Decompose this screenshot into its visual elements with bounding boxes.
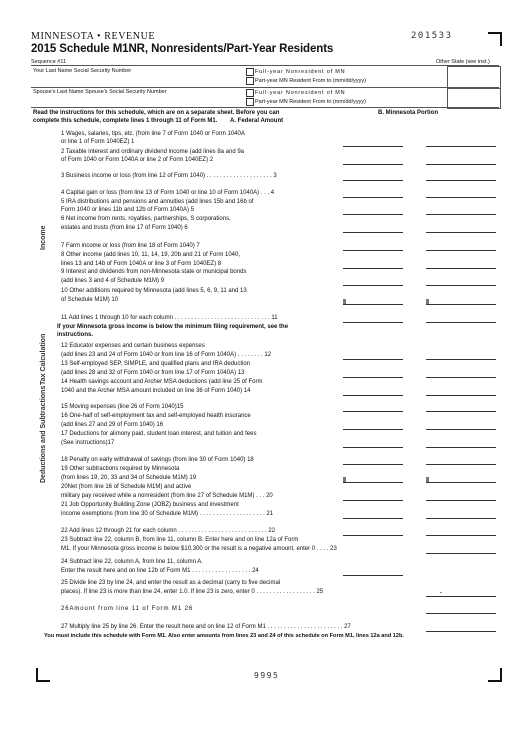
line-18-text: 18 Penalty on early withdrawal of savings (from line 30 of Form 1040) 18 bbox=[61, 457, 254, 463]
corner-mark-top-right bbox=[488, 32, 502, 46]
line-24-text: 24 Subtract line 22, column A, from line 11, column A. bbox=[61, 559, 203, 565]
line-26-text: 26Amount from line 11 of Form M1 26 bbox=[61, 606, 194, 612]
form-title: 2015 Schedule M1NR, Nonresidents/Part-Year Residents bbox=[31, 43, 334, 55]
line-25-decimal-point: . bbox=[440, 588, 442, 595]
line-1-text: 1 Wages, salaries, tips, etc. (from line 7 of Form 1040 or Form 1040A bbox=[61, 131, 245, 137]
line-14-col-b[interactable] bbox=[426, 395, 496, 396]
line-12-col-a[interactable] bbox=[343, 359, 403, 360]
line-2-text: 2 Taxable interest and ordinary dividend income (add lines 8a and 9a bbox=[61, 149, 245, 155]
line-4-col-b[interactable] bbox=[426, 197, 496, 198]
corner-mark-bottom-right bbox=[488, 668, 502, 682]
line-2-col-a[interactable] bbox=[343, 164, 403, 165]
line-1-col-b[interactable] bbox=[426, 146, 496, 147]
line-7-text: 7 Farm income or loss (from line 18 of Form 1040) 7 bbox=[61, 243, 200, 249]
line-15-col-a[interactable] bbox=[343, 411, 403, 412]
line-1-col-a[interactable] bbox=[343, 146, 403, 147]
line-27-entry[interactable] bbox=[426, 631, 496, 632]
line-11-text: 11 Add lines 1 through 10 for each column . . . . . . . . . . . . . . . . . . . . . . . . . . . . . 11 bbox=[61, 315, 278, 321]
line-27-text: 27 Multiply line 25 by line 26. Enter the result here and on line 12 of Form M1 . . . . . . . . . . . . . . . . . . . . . . . 27 bbox=[61, 624, 351, 630]
line-20-text-cont: military pay received while a nonresident (from line 27 of Schedule M1M) . . . 20 bbox=[61, 493, 273, 499]
line-14-text-cont: 1040 and the Archer MSA amount included on line 36 of Form 1040) 14 bbox=[61, 388, 251, 394]
line-19-text-cont: (from lines 19, 20, 33 and 34 of Schedule M1M) 19 bbox=[61, 475, 197, 481]
line-12-text: 12 Educator expenses and certain business expenses bbox=[61, 343, 205, 349]
spouse-name-label: Spouse's Last Name Spouse's Social Security Number bbox=[33, 89, 167, 95]
line-16-col-b[interactable] bbox=[426, 429, 496, 430]
line-13-col-b[interactable] bbox=[426, 377, 496, 378]
line-21-col-a[interactable] bbox=[343, 518, 403, 519]
line-17-text-cont: (See instructions)17 bbox=[61, 440, 115, 446]
shaded-marker bbox=[426, 299, 429, 304]
your-name-label: Your Last Name Social Security Number bbox=[33, 68, 132, 74]
section-label-income: Income bbox=[40, 225, 47, 250]
line-11-note-cont: instructions. bbox=[57, 332, 94, 338]
line-12-col-b[interactable] bbox=[426, 359, 496, 360]
divider bbox=[31, 65, 499, 66]
line-23-text: 23 Subtract line 22, column B, from line 11, column B. Enter here and on line 12a of Form bbox=[61, 537, 299, 543]
line-21-text-cont: income exemptions (from line 30 of Schedule M1M) . . . . . . . . . . . . . . . . . . . . 21 bbox=[61, 511, 274, 517]
brand-logo: MINNESOTA • REVENUE bbox=[31, 31, 156, 42]
line-9-text: 9 Interest and dividends from non-Minnesota state or municipal bonds bbox=[61, 269, 247, 275]
line-8-col-b[interactable] bbox=[426, 268, 496, 269]
line-19-col-a[interactable] bbox=[343, 482, 403, 483]
line-11-col-a[interactable] bbox=[343, 322, 403, 323]
line-16-text: 16 One-half of self-employment tax and self-employed health insurance bbox=[61, 413, 251, 419]
line-7-col-b[interactable] bbox=[426, 250, 496, 251]
line-5-text: 5 IRA distributions and pensions and annuities (add lines 15b and 16b of bbox=[61, 199, 254, 205]
line-6-text: 6 Net income from rents, royalties, partnerships, S corporations, bbox=[61, 216, 231, 222]
part-year-label: Part-year MN Resident From to (mm/dd/yyyy) bbox=[255, 78, 366, 84]
line-10-text: 10 Other additions required by Minnesota (add lines 5, 6, 9, 11 and 13 bbox=[61, 288, 247, 294]
line-14-col-a[interactable] bbox=[343, 395, 403, 396]
section-label-tax-calculation: Tax Calculation bbox=[40, 333, 47, 385]
line-18-col-a[interactable] bbox=[343, 464, 403, 465]
line-19-col-b[interactable] bbox=[426, 482, 496, 483]
column-a-header: A. Federal Amount bbox=[230, 118, 284, 124]
line-7-col-a[interactable] bbox=[343, 250, 403, 251]
line-13-col-a[interactable] bbox=[343, 377, 403, 378]
line-9-col-a[interactable] bbox=[343, 285, 403, 286]
line-5-col-a[interactable] bbox=[343, 214, 403, 215]
full-year-checkbox[interactable] bbox=[246, 68, 254, 76]
line-13-text-cont: (add lines 28 and 32 of Form 1040 or from line 17 of Form 1040A) 13 bbox=[61, 370, 245, 376]
line-6-col-b[interactable] bbox=[426, 232, 496, 233]
other-state-field[interactable] bbox=[447, 66, 501, 89]
line-8-col-a[interactable] bbox=[343, 268, 403, 269]
line-3-text: 3 Business income or loss (from line 12 of Form 1040) . . . . . . . . . . . . . . . . . . . . 3 bbox=[61, 173, 277, 179]
line-10-text-cont: of Schedule M1M) 10 bbox=[61, 297, 119, 303]
instructions-line-1: Read the instructions for this schedule, which are on a separate sheet. Before you can bbox=[33, 110, 280, 116]
line-6-col-a[interactable] bbox=[343, 232, 403, 233]
line-10-col-b[interactable] bbox=[426, 304, 496, 305]
line-3-col-b[interactable] bbox=[426, 180, 496, 181]
line-2-col-b[interactable] bbox=[426, 164, 496, 165]
line-20-text: 20Net (from line 16 of Schedule M1M) and active bbox=[61, 484, 192, 490]
line-17-text: 17 Deductions for alimony paid, student loan interest, and tuition and fees bbox=[61, 431, 257, 437]
spouse-full-year-label: Full-year Nonresident of MN bbox=[255, 90, 346, 96]
spouse-full-year-checkbox[interactable] bbox=[246, 89, 254, 97]
line-19-text: 19 Other subtractions required by Minnesota bbox=[61, 466, 180, 472]
line-9-col-b[interactable] bbox=[426, 285, 496, 286]
column-b-header: B. Minnesota Portion bbox=[378, 110, 438, 116]
line-21-text: 21 Job Opportunity Building Zone (JOBZ) business and investment bbox=[61, 502, 239, 508]
sequence-number: Sequence #11 bbox=[31, 59, 67, 65]
line-22-text: 22 Add lines 12 through 21 for each column . . . . . . . . . . . . . . . . . . . . . . . . . . . 22 bbox=[61, 528, 276, 534]
line-9-text-cont: (add lines 3 and 4 of Schedule M1M) 9 bbox=[61, 278, 165, 284]
other-state-label: Other State (see inst.) bbox=[436, 59, 490, 65]
form-number: 201533 bbox=[411, 31, 453, 41]
line-8-text: 8 Other income (add lines 10, 11, 14, 19, 20b and 21 of Form 1040, bbox=[61, 252, 241, 258]
line-15-col-b[interactable] bbox=[426, 411, 496, 412]
shaded-marker bbox=[343, 477, 346, 482]
section-label-deductions: Deductions and Subtractions bbox=[40, 385, 47, 483]
divider bbox=[31, 107, 499, 108]
line-20-col-b[interactable] bbox=[426, 500, 496, 501]
corner-mark-bottom-left bbox=[36, 668, 50, 682]
full-year-label: Full-year Nonresident of MN bbox=[255, 69, 346, 75]
line-10-col-a[interactable] bbox=[343, 304, 403, 305]
line-6-text-cont: estates and trusts (from line 17 of Form 1040) 6 bbox=[61, 225, 188, 231]
line-15-text: 15 Moving expenses (line 26 of Form 1040)15 bbox=[61, 404, 184, 410]
line-26-entry[interactable] bbox=[426, 613, 496, 614]
footer-note: You must include this schedule with Form M1. Also enter amounts from lines 23 and 24 of this schedule on Form M1, lines 12a and 12b. bbox=[44, 633, 404, 639]
shaded-marker bbox=[343, 299, 346, 304]
line-18-col-b[interactable] bbox=[426, 464, 496, 465]
line-22-col-a[interactable] bbox=[343, 535, 403, 536]
line-3-col-a[interactable] bbox=[343, 180, 403, 181]
line-11-note: If your Minnesota gross income is below the minimum filing requirement, see the bbox=[57, 324, 289, 330]
line-22-col-b[interactable] bbox=[426, 535, 496, 536]
line-4-col-a[interactable] bbox=[343, 197, 403, 198]
line-1-text-cont: or line 1 of Form 1040EZ) 1 bbox=[61, 139, 135, 145]
line-23-entry[interactable] bbox=[426, 553, 496, 554]
line-5-text-cont: Form 1040 or lines 11b and 12b of Form 1040A) 5 bbox=[61, 207, 194, 213]
spouse-part-year-checkbox[interactable] bbox=[246, 98, 254, 106]
line-16-col-a[interactable] bbox=[343, 429, 403, 430]
shaded-marker bbox=[426, 477, 429, 482]
line-4-text: 4 Capital gain or loss (from line 13 of Form 1040 or line 10 of Form 1040A) . . . 4 bbox=[61, 190, 275, 196]
line-21-col-b[interactable] bbox=[426, 518, 496, 519]
line-24-entry[interactable] bbox=[343, 575, 403, 576]
line-17-col-a[interactable] bbox=[343, 447, 403, 448]
line-20-col-a[interactable] bbox=[343, 500, 403, 501]
line-14-text: 14 Health savings account and Archer MSA deductions (add line 25 of Form bbox=[61, 379, 263, 385]
divider bbox=[31, 87, 499, 88]
part-year-checkbox[interactable] bbox=[246, 77, 254, 85]
line-25-text-cont: places). If line 23 is more than line 24, enter 1.0. If line 23 is zero, enter 0 . . . . . . . . . . . . . . . . . . 25 bbox=[61, 589, 324, 595]
line-8-text-cont: lines 13 and 14b of Form 1040A or line 3 of Form 1040EZ) 8 bbox=[61, 261, 222, 267]
line-2-text-cont: of Form 1040 or Form 1040A or line 2 of Form 1040EZ) 2 bbox=[61, 157, 214, 163]
line-16-text-cont: (add lines 27 and 29 of Form 1040) 16 bbox=[61, 422, 164, 428]
instructions-line-2: complete this schedule, complete lines 1 through 11 of Form M1. bbox=[33, 118, 218, 124]
line-23-text-cont: M1. If your Minnesota gross income is below $10,300 or the result is a negative amount, enter 0 . . . . 23 bbox=[61, 546, 337, 552]
line-12-text-cont: (add lines 23 and 24 of Form 1040 or from line 16 of Form 1040A) . . . . . . . . 12 bbox=[61, 352, 272, 358]
line-25-text: 25 Divide line 23 by line 24, and enter the result as a decimal (carry to five decimal bbox=[61, 580, 281, 586]
spouse-part-year-label: Part-year MN Resident From to (mm/dd/yyyy) bbox=[255, 99, 366, 105]
line-5-col-b[interactable] bbox=[426, 214, 496, 215]
footer-code: 9995 bbox=[254, 671, 280, 680]
line-25-entry[interactable] bbox=[426, 596, 496, 597]
line-24-text-cont: Enter the result here and on line 12b of Form M1 . . . . . . . . . . . . . . . . . . 24 bbox=[61, 568, 259, 574]
spouse-other-state-field[interactable] bbox=[447, 88, 501, 109]
line-11-col-b[interactable] bbox=[426, 322, 496, 323]
line-17-col-b[interactable] bbox=[426, 447, 496, 448]
line-13-text: 13 Self-employed SEP, SIMPLE, and qualified plans and IRA deduction bbox=[61, 361, 251, 367]
